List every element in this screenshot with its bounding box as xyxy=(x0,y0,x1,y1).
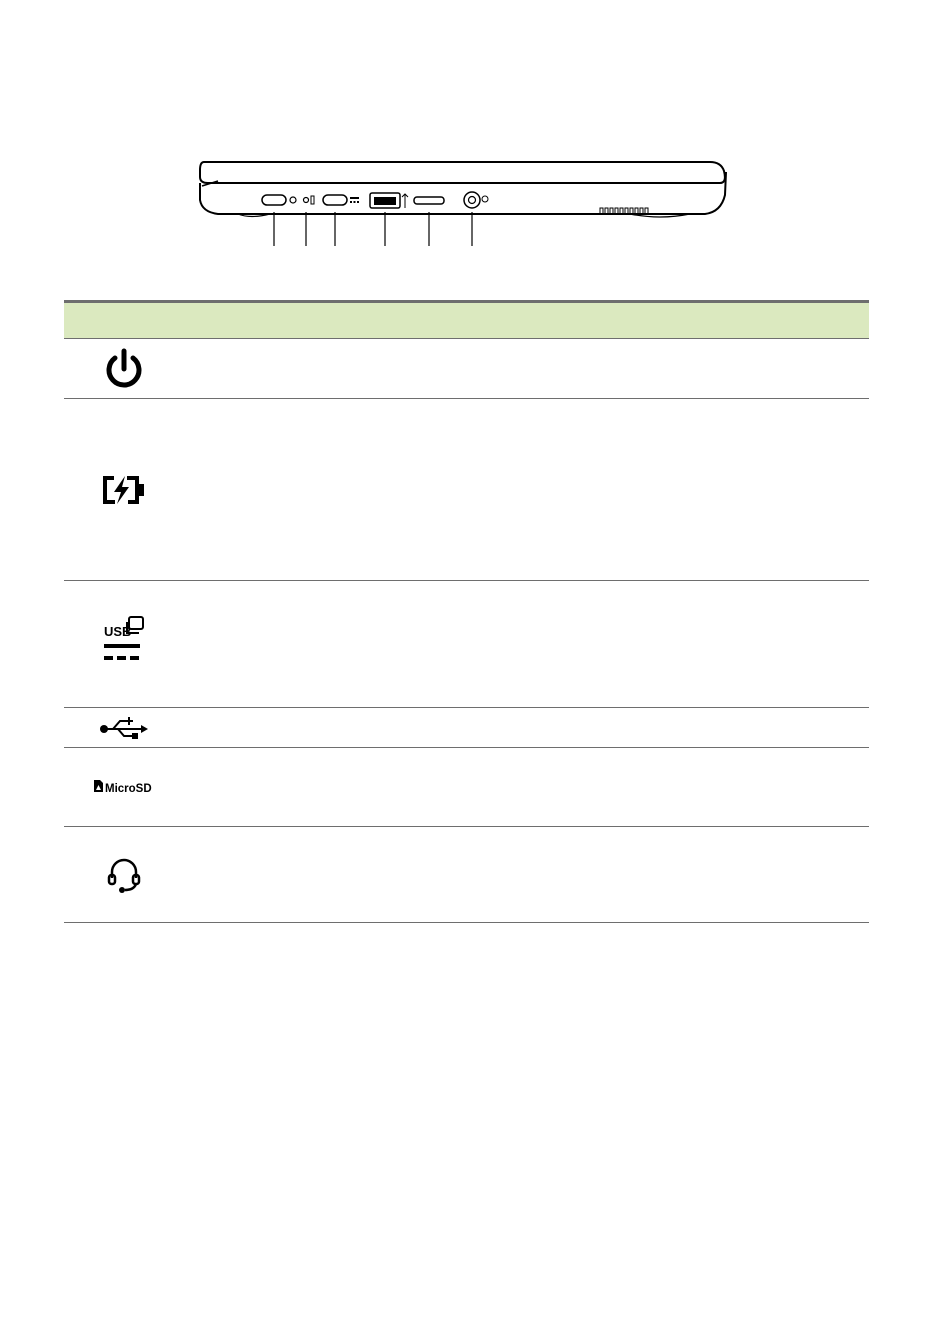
table-row xyxy=(64,338,869,399)
laptop-left-side-illustration xyxy=(190,150,740,255)
icon-cell xyxy=(64,827,184,922)
microsd-icon xyxy=(93,778,155,796)
power-button-shape xyxy=(262,195,286,205)
ports-table xyxy=(64,300,869,923)
headset-icon xyxy=(106,856,142,894)
usb-icon xyxy=(99,716,149,740)
headset-jack-shape xyxy=(464,192,480,208)
battery-charging-icon xyxy=(101,475,147,505)
icon-cell xyxy=(64,708,184,747)
microsd-icon-text: MicroSD xyxy=(105,783,152,795)
microsd-slot-shape xyxy=(414,197,444,204)
power-icon xyxy=(104,347,144,391)
icon-cell xyxy=(64,339,184,398)
table-row xyxy=(64,581,869,708)
icon-cell xyxy=(64,399,184,580)
table-row xyxy=(64,708,869,748)
icon-cell xyxy=(64,581,184,707)
icon-cell xyxy=(64,748,184,826)
table-row xyxy=(64,827,869,923)
table-header xyxy=(64,300,869,338)
svg-text:USB: USB xyxy=(104,624,132,639)
table-row xyxy=(64,399,869,581)
table-row xyxy=(64,748,869,827)
battery-led-shape xyxy=(304,198,309,203)
usb-c-port-shape xyxy=(323,195,347,205)
usb-c-display-dc-icon xyxy=(101,614,147,674)
callout-lines xyxy=(274,212,472,246)
